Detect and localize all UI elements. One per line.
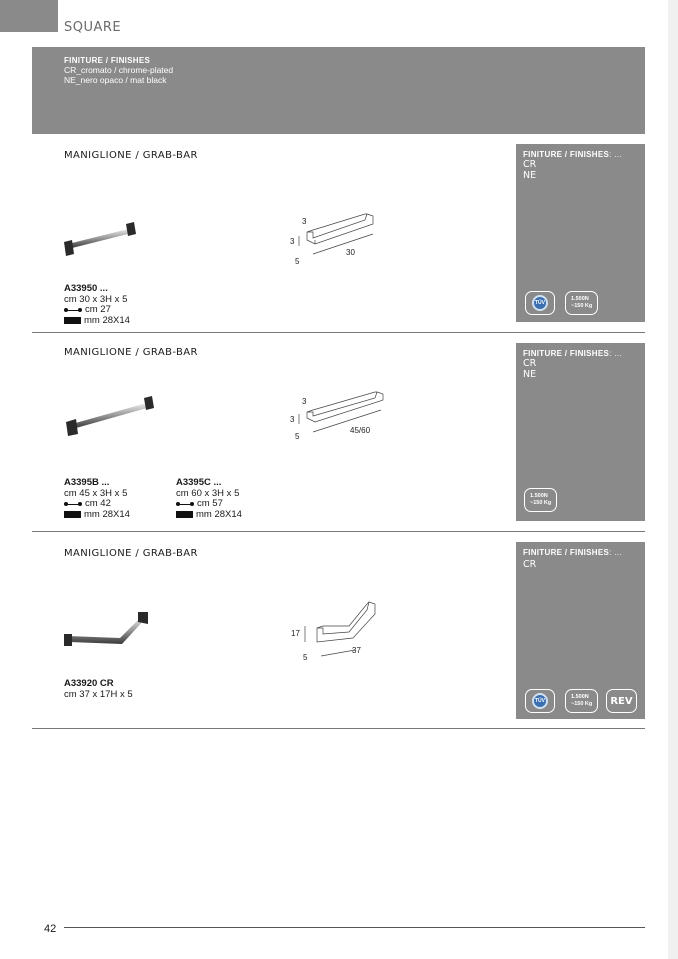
panel-suffix: : ... bbox=[609, 349, 622, 358]
panel-suffix: : ... bbox=[609, 150, 622, 159]
rev-label: REV bbox=[610, 695, 633, 707]
axis-distance-icon bbox=[176, 501, 194, 507]
section-3-title: MANIGLIONE / GRAB-BAR bbox=[64, 548, 198, 559]
finish-code-cr: CR bbox=[523, 159, 537, 170]
load-rating-newton: 1.500N bbox=[571, 296, 589, 302]
tuv-seal-icon: TÜV bbox=[532, 295, 548, 311]
load-rating-newton: 1.500N bbox=[530, 493, 548, 499]
product-code: A3395B ... bbox=[64, 477, 110, 488]
product-axis: cm 57 bbox=[197, 498, 223, 509]
product-axis: cm 42 bbox=[85, 498, 111, 509]
product-spec-a33950 bbox=[64, 284, 130, 326]
dim-depth: 5 bbox=[295, 257, 300, 266]
dim-side: 3 bbox=[290, 415, 295, 424]
product-spec-a3395b bbox=[64, 478, 130, 520]
dim-top: 3 bbox=[302, 397, 307, 406]
right-edge-strip bbox=[668, 0, 678, 959]
product-axis: cm 27 bbox=[85, 304, 111, 315]
finish-code-cr: CR bbox=[523, 358, 537, 369]
section-divider-2 bbox=[32, 531, 645, 532]
dim-height: 17 bbox=[291, 629, 300, 638]
finish-code-ne: NE bbox=[523, 369, 537, 380]
finish-line-cr: CR_cromato / chrome-plated bbox=[64, 65, 174, 75]
footer-rule bbox=[64, 927, 645, 928]
load-rating-kg: ~150 Kg bbox=[530, 500, 552, 506]
dim-depth: 5 bbox=[303, 653, 308, 662]
angled-grab-bar-drawing bbox=[285, 598, 385, 664]
load-rating-newton: 1.500N bbox=[571, 694, 589, 700]
load-rating-badge bbox=[565, 689, 598, 713]
section-2-title: MANIGLIONE / GRAB-BAR bbox=[64, 347, 198, 358]
load-rating-kg: ~150 Kg bbox=[571, 303, 593, 309]
product-size: cm 45 x 3H x 5 bbox=[64, 487, 128, 499]
product-size: cm 60 x 3H x 5 bbox=[176, 487, 240, 499]
tuv-certification-badge bbox=[525, 291, 555, 315]
section-divider-3 bbox=[32, 728, 645, 729]
panel-title: FINITURE / FINISHES bbox=[523, 150, 610, 159]
tuv-certification-badge bbox=[525, 689, 555, 713]
finish-code-cr: CR bbox=[523, 559, 537, 570]
grab-bar-45-60-photo bbox=[62, 394, 158, 438]
load-rating-badge bbox=[524, 488, 557, 512]
corner-block bbox=[0, 0, 58, 32]
grab-bar-45-60-drawing bbox=[285, 388, 385, 446]
product-size: cm 37 x 17H x 5 bbox=[64, 688, 133, 700]
section-profile-icon bbox=[64, 511, 81, 518]
product-spec-a33920 bbox=[64, 679, 133, 700]
dim-side: 3 bbox=[290, 237, 295, 246]
product-code: A3395C ... bbox=[176, 477, 222, 488]
dim-length: 45/60 bbox=[350, 426, 371, 435]
panel-title: FINITURE / FINISHES bbox=[523, 349, 610, 358]
finishes-header-title: FINITURE / FINISHES bbox=[64, 56, 151, 65]
dim-length: 30 bbox=[346, 248, 355, 257]
axis-distance-icon bbox=[64, 501, 82, 507]
section-profile-icon bbox=[176, 511, 193, 518]
product-code: A33950 ... bbox=[64, 283, 108, 294]
angled-grab-bar-photo bbox=[62, 608, 154, 658]
dim-length: 37 bbox=[352, 646, 361, 655]
finishes-header bbox=[32, 47, 645, 134]
axis-distance-icon bbox=[64, 307, 82, 313]
load-rating-badge bbox=[565, 291, 598, 315]
panel-suffix: : ... bbox=[609, 548, 622, 557]
section-profile-icon bbox=[64, 317, 81, 324]
grab-bar-30-photo bbox=[60, 218, 142, 258]
product-section: mm 28X14 bbox=[84, 314, 130, 326]
finish-code-ne: NE bbox=[523, 170, 537, 181]
finish-line-ne: NE_nero opaco / mat black bbox=[64, 75, 167, 85]
dim-depth: 5 bbox=[295, 432, 300, 441]
load-rating-kg: ~150 Kg bbox=[571, 701, 593, 707]
grab-bar-30-drawing bbox=[285, 210, 385, 268]
product-size: cm 30 x 3H x 5 bbox=[64, 293, 128, 305]
product-code: A33920 CR bbox=[64, 678, 114, 689]
section-divider-1 bbox=[32, 332, 645, 333]
product-spec-a3395c bbox=[176, 478, 242, 520]
tuv-seal-icon: TÜV bbox=[532, 693, 548, 709]
page-number: 42 bbox=[44, 923, 57, 935]
dim-top: 3 bbox=[302, 217, 307, 226]
product-section: mm 28X14 bbox=[84, 508, 130, 520]
section-1-title: MANIGLIONE / GRAB-BAR bbox=[64, 150, 198, 161]
collection-title: SQUARE bbox=[64, 20, 122, 35]
product-section: mm 28X14 bbox=[196, 508, 242, 520]
rev-reversible-badge bbox=[606, 689, 637, 713]
panel-title: FINITURE / FINISHES bbox=[523, 548, 610, 557]
